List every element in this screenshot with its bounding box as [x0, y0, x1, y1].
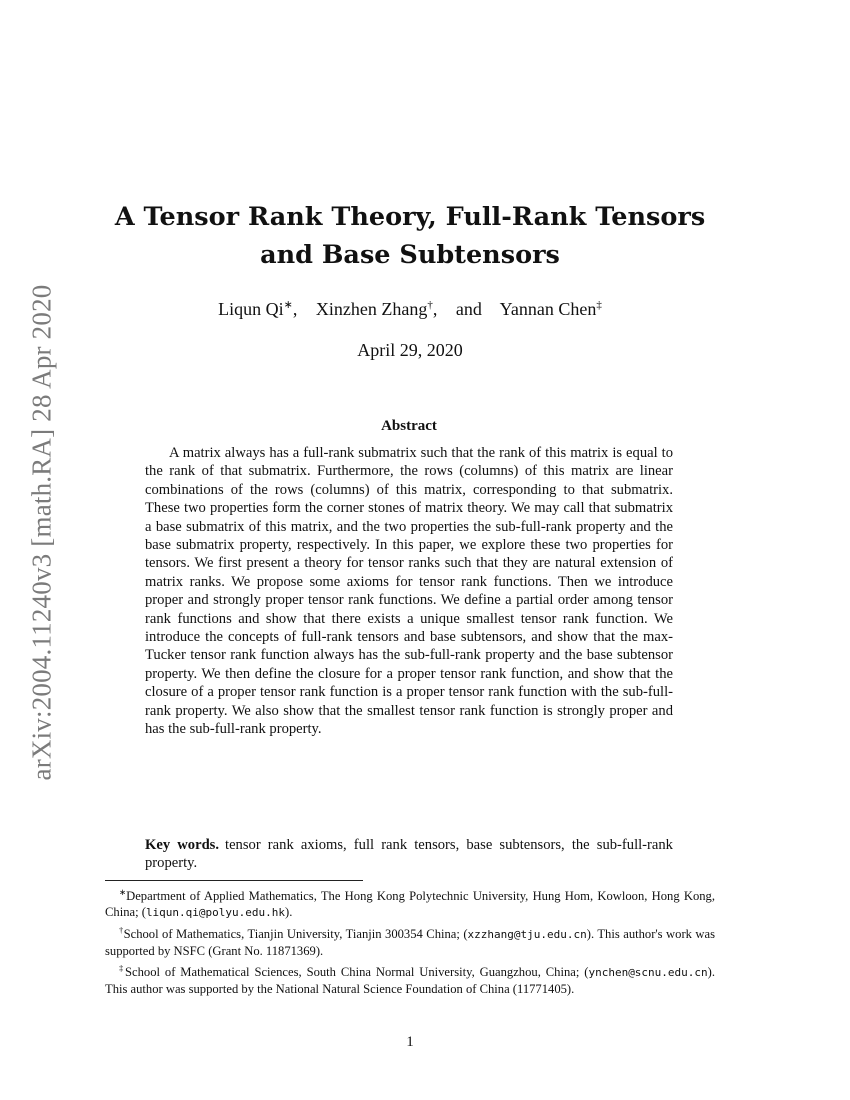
footnote-mark: ∗ — [119, 887, 127, 897]
author-conjunction: and — [455, 299, 482, 319]
paper-date: April 29, 2020 — [357, 340, 463, 360]
footnote: ∗Department of Applied Mathematics, The Hong Kong Polytechnic University, Hung Hom, Kowloon, Hong Kong, China; (liqun.qi@polyu.edu.hk). — [105, 887, 715, 920]
author-mark: † — [427, 299, 433, 311]
arxiv-stamp — [21, 272, 63, 792]
email-link[interactable]: ynchen@scnu.edu.cn — [588, 965, 708, 979]
keywords-label: Key words. — [145, 837, 220, 853]
author-list: Liqun Qi∗, Xinzhen Zhang†, and Yannan Chen‡ — [218, 299, 602, 319]
footnote: ‡School of Mathematical Sciences, South China Normal University, Guangzhou, China; (ynchen@scnu.edu.cn). This author was supported by the National Natural Science Foundation of China (11771405). — [105, 962, 716, 997]
author-name: Xinzhen Zhang — [315, 299, 428, 319]
email-link[interactable]: xzzhang@tju.edu.cn — [467, 927, 587, 941]
author-name: Yannan Chen — [499, 299, 597, 319]
email-link[interactable]: liqun.qi@polyu.edu.hk — [145, 906, 286, 920]
footnote-rule — [105, 880, 363, 881]
keywords — [145, 836, 673, 873]
author-mark: ‡ — [596, 299, 602, 311]
author-name: Liqun Qi — [218, 299, 284, 319]
abstract-heading: Abstract — [381, 418, 437, 434]
footnote: †School of Mathematics, Tianjin University, Tianjin 300354 China; (xzzhang@tju.edu.cn). This author's work was supported by NSFC (Grant No. 11871369). — [105, 924, 715, 959]
title-line-2: and Base Subtensors — [260, 240, 560, 270]
keywords-text: tensor rank axioms, full rank tensors, base subtensors, the sub-full-rank property. — [145, 837, 673, 872]
paper-title — [100, 198, 720, 274]
author-mark: ∗ — [283, 299, 293, 311]
abstract-body: A matrix always has a full-rank submatrix such that the rank of this matrix is equal to the rank of that submatrix. Furthermore, the rows (columns) of this matrix are linear combinations of the rows (columns) of this matrix, corresponding to that submatrix. These two properties form the corner stones of matrix theory. We may call that submatrix a base submatrix of this matrix, and the two properties the sub-full-rank property and the base submatrix property, respectively. In this paper, we explore these two properties for tensors. We first present a theory for tensor ranks such that they are natural extension of matrix ranks. We propose some axioms for tensor rank functions. Then we introduce proper and strongly proper tensor rank functions. We define a partial order among tensor rank functions and show that there exists a unique smallest tensor rank function. We introduce the concepts of full-rank tensors and base subtensors, and show that the max-Tucker tensor rank function always has the sub-full-rank property and the base subtensor property. We then define the closure for a proper tensor rank function, and show that the closure of a proper tensor rank function is a proper tensor rank function with the sub-full-rank property. We also show that the smallest tensor rank function is strongly proper and has the sub-full-rank property. — [145, 445, 673, 738]
title-line-1: A Tensor Rank Theory, Full-Rank Tensors — [114, 202, 706, 232]
arxiv-stamp-text: arXiv:2004.11240v3 [math.RA] 28 Apr 2020 — [26, 284, 57, 780]
footnote-mark: † — [119, 924, 124, 935]
footnotes — [105, 884, 715, 997]
footnote-mark: ‡ — [119, 962, 126, 973]
page-number: 1 — [406, 1034, 414, 1050]
